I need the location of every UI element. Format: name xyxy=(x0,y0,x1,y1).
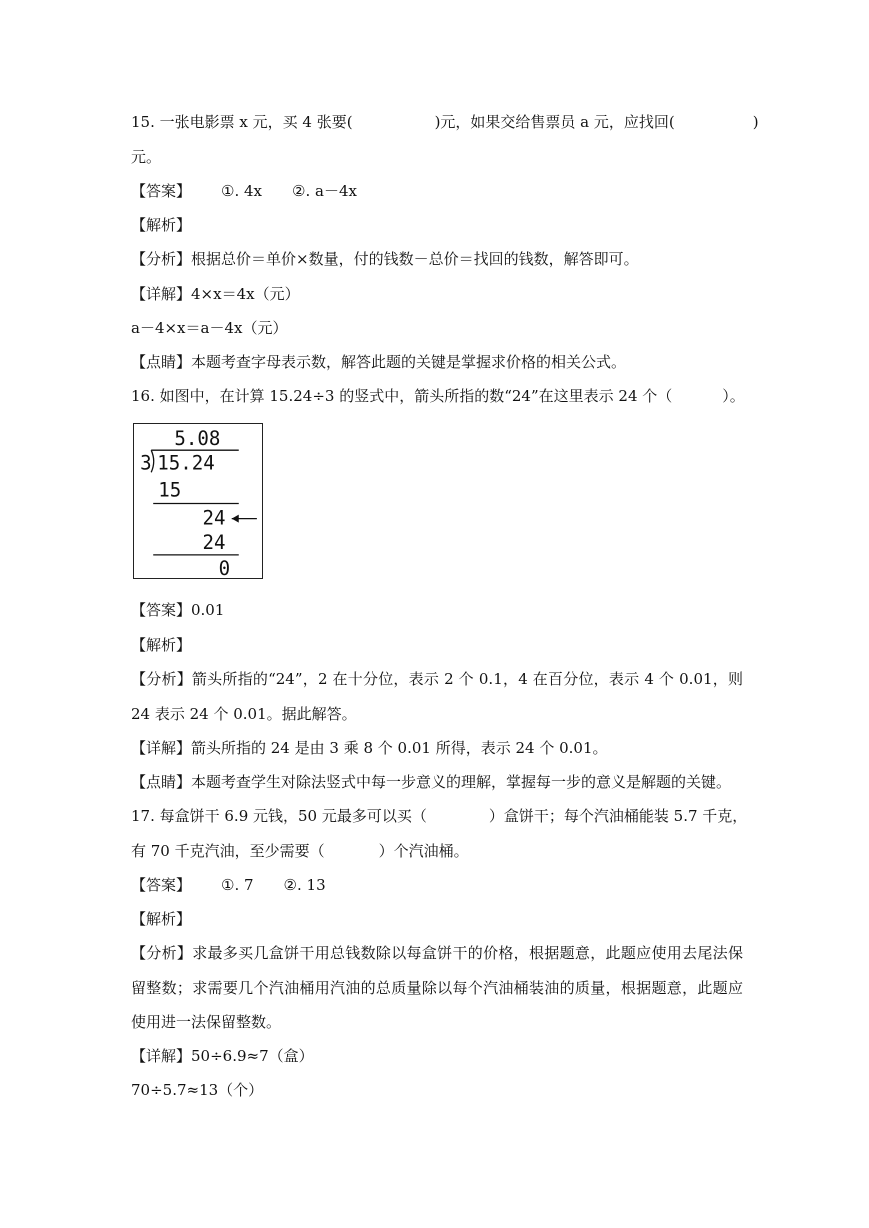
q15-stem-line2: 元。 xyxy=(131,148,162,166)
q15-xiangjie-1: 【详解】4×x＝4x（元） xyxy=(131,285,300,303)
q16-answer: 【答案】0.01 xyxy=(131,601,225,619)
fig-step3: 24 xyxy=(202,530,226,554)
q17-stem2-part1: 有 70 千克汽油，至少需要（ xyxy=(131,842,325,860)
q17-xiangjie-1: 【详解】50÷6.9≈7（盒） xyxy=(131,1047,314,1065)
q15-dianjing: 【点睛】本题考查字母表示数，解答此题的关键是掌握求价格的相关公式。 xyxy=(131,353,627,371)
q15-stem-part1: 15. 一张电影票 x 元，买 4 张要( xyxy=(131,113,353,131)
q17-answer xyxy=(131,875,743,895)
q16-xiangjie: 【详解】箭头所指的 24 是由 3 乘 8 个 0.01 所得，表示 24 个 0.01。 xyxy=(131,739,608,757)
q17-stem-line1 xyxy=(131,806,748,826)
fig-dividend: 15.24 xyxy=(157,451,215,475)
fig-step2: 24 xyxy=(202,506,226,530)
arrow-icon xyxy=(232,515,257,523)
q17-answer-2: ②. 13 xyxy=(283,876,326,894)
q15-answer-1: ①. 4x xyxy=(221,182,263,200)
q16-stem-part2: ）。 xyxy=(722,387,745,405)
long-division-svg xyxy=(134,424,262,578)
q15-stem-part2: )元，如果交给售票员 a 元，应找回( xyxy=(434,113,675,131)
q17-fenxi-3: 使用进一法保留整数。 xyxy=(131,1013,282,1031)
answer-label: 【答案】 xyxy=(131,876,192,894)
q15-stem-part3: ) xyxy=(752,113,759,131)
q16-fenxi-1: 【分析】箭头所指的“24”，2 在十分位，表示 2 个 0.1，4 在百分位，表示 4 个 0.01，则 xyxy=(131,670,743,688)
fig-step1: 15 xyxy=(158,478,182,502)
q17-stem1-part1: 17. 每盒饼干 6.9 元钱，50 元最多可以买（ xyxy=(131,807,427,825)
long-division-figure xyxy=(133,423,263,579)
q17-stem2-part2: ）个汽油桶。 xyxy=(378,842,469,860)
q17-fenxi-2: 留整数；求需要几个汽油桶用汽油的总质量除以每个汽油桶装油的质量，根据题意，此题应 xyxy=(131,979,743,997)
q15-answer-2: ②. a－4x xyxy=(292,182,357,200)
answer-label: 【答案】 xyxy=(131,182,192,200)
q15-xiangjie-2: a－4×x＝a－4x（元） xyxy=(131,319,288,337)
q16-fenxi-2: 24 表示 24 个 0.01。据此解答。 xyxy=(131,705,357,723)
q17-stem-line2 xyxy=(131,841,743,861)
q15-answer xyxy=(131,181,743,201)
q16-stem xyxy=(131,386,743,406)
q17-fenxi-1: 【分析】求最多买几盒饼干用总钱数除以每盒饼干的价格，根据题意，此题应使用去尾法保 xyxy=(131,944,743,962)
fig-remainder: 0 xyxy=(218,556,231,578)
q15-analysis-label: 【解析】 xyxy=(131,216,192,234)
q16-analysis-label: 【解析】 xyxy=(131,636,192,654)
q15-stem-line1 xyxy=(131,112,759,132)
q17-stem1-part2: ）盒饼干；每个汽油桶能装 5.7 千克， xyxy=(488,807,748,825)
q17-answer-1: ①. 7 xyxy=(221,876,254,894)
q17-analysis-label: 【解析】 xyxy=(131,910,192,928)
fig-divisor: 3 xyxy=(140,451,152,475)
fig-quotient: 5.08 xyxy=(174,427,221,451)
q16-stem-part1: 16. 如图中，在计算 15.24÷3 的竖式中，箭头所指的数“24”在这里表示 24 个（ xyxy=(131,387,673,405)
q16-dianjing: 【点睛】本题考查学生对除法竖式中每一步意义的理解，掌握每一步的意义是解题的关键。 xyxy=(131,773,732,791)
q17-xiangjie-2: 70÷5.7≈13（个） xyxy=(131,1081,264,1099)
q15-fenxi: 【分析】根据总价＝单价×数量，付的钱数－总价＝找回的钱数，解答即可。 xyxy=(131,250,639,268)
